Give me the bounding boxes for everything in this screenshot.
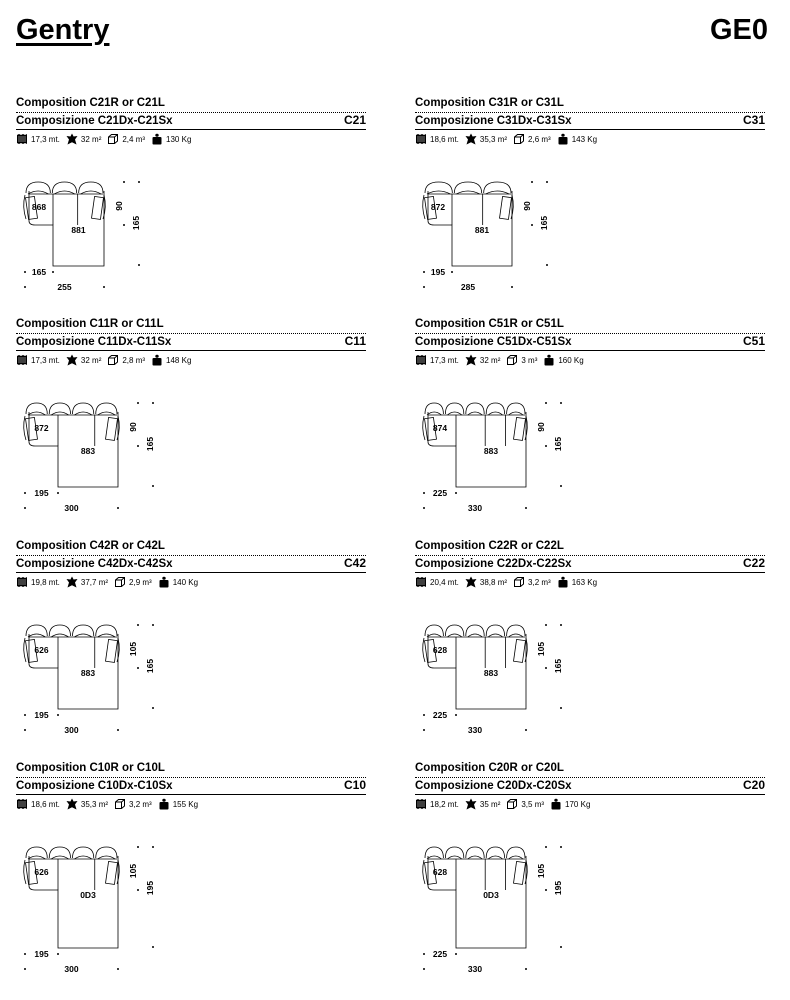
composition-subtitle: Composizione C10Dx-C10Sx: [16, 780, 173, 792]
dotted-divider: [16, 777, 366, 778]
spec-length: 20,4 mt.: [430, 577, 459, 587]
composition-code: C51: [742, 334, 765, 348]
dimension-depth-total: 165: [553, 436, 563, 452]
dimension-width-chaise: 225: [432, 488, 448, 498]
seat-module-code-chaise: 881: [71, 225, 86, 235]
spec-volume: 3,2 m³: [129, 799, 152, 809]
sofa-outline: [24, 847, 120, 948]
dimension-width-total: 285: [460, 282, 476, 292]
volume-box-icon: [114, 576, 126, 588]
dimension-depth-back: 90: [522, 201, 532, 211]
seat-module-code-chaise: 0D3: [80, 890, 96, 900]
fabric-length-icon: [415, 576, 427, 588]
weight-icon: [543, 354, 555, 366]
dimension-depth-back: 90: [114, 201, 124, 211]
dimension-depth-total: 195: [553, 880, 563, 896]
weight-icon: [550, 798, 562, 810]
dimension-depth-back: 105: [128, 863, 138, 879]
dimension-depth-total: 165: [145, 436, 155, 452]
volume-box-icon: [114, 798, 126, 810]
weight-icon: [151, 354, 163, 366]
composition-title: Composition C20R or C20L: [415, 762, 564, 774]
fabric-length-icon: [16, 354, 28, 366]
specs-row: [415, 354, 590, 366]
dimension-depth-total: 165: [553, 658, 563, 674]
dimension-depth-back: 90: [536, 422, 546, 432]
spec-volume: 2,9 m³: [129, 577, 152, 587]
composition-card: [16, 540, 367, 750]
seat-module-code-chaise: 881: [474, 225, 490, 235]
dimension-width-total: 300: [64, 503, 79, 513]
composition-code: C10: [343, 778, 366, 792]
composition-subtitle: Composizione C42Dx-C42Sx: [16, 558, 173, 570]
dimension-width-total: 255: [57, 282, 72, 292]
sofa-plan-diagram: [16, 366, 366, 534]
spec-weight: 143 Kg: [571, 134, 598, 144]
dimension-width-chaise: 195: [34, 710, 49, 720]
sofa-outline: [423, 182, 514, 266]
composition-subtitle: Composizione C11Dx-C11Sx: [16, 336, 172, 348]
specs-row: [415, 798, 596, 810]
dimension-depth-back: 90: [128, 422, 138, 432]
composition-title: Composition C10R or C10L: [16, 762, 165, 774]
composition-subtitle: Composizione C20Dx-C20Sx: [415, 780, 572, 792]
leather-area-icon: [66, 354, 78, 366]
spec-length: 19,8 mt.: [31, 577, 60, 587]
spec-weight: 170 Kg: [565, 799, 591, 809]
spec-weight: 155 Kg: [172, 799, 199, 809]
leather-area-icon: [465, 576, 477, 588]
dotted-divider: [415, 112, 765, 113]
specs-row: [16, 576, 204, 588]
seat-module-code-left: 628: [432, 867, 448, 877]
dimension-width-chaise: 165: [31, 267, 47, 277]
composition-code: C11: [344, 334, 366, 348]
dotted-divider: [415, 333, 765, 334]
seat-module-code-left: 872: [430, 202, 446, 212]
solid-divider: [16, 794, 366, 795]
weight-icon: [158, 576, 170, 588]
fabric-length-icon: [16, 798, 28, 810]
composition-card: [415, 97, 766, 307]
fabric-length-icon: [415, 133, 427, 145]
dimension-depth-back: 105: [536, 863, 546, 879]
composition-card: [16, 318, 367, 528]
volume-box-icon: [513, 133, 525, 145]
fabric-length-icon: [415, 798, 427, 810]
sofa-plan-diagram: [415, 145, 765, 313]
solid-divider: [415, 350, 765, 351]
dimension-depth-back: 105: [128, 641, 138, 657]
leather-area-icon: [66, 798, 78, 810]
solid-divider: [16, 129, 366, 130]
dotted-divider: [415, 777, 765, 778]
volume-box-icon: [506, 354, 518, 366]
dimension-width-chaise: 195: [430, 267, 446, 277]
dimension-width-total: 330: [467, 503, 483, 513]
spec-weight: 160 Kg: [558, 355, 584, 365]
seat-module-code-left: 626: [34, 645, 49, 655]
composition-code: C21: [343, 113, 366, 127]
volume-box-icon: [513, 576, 525, 588]
spec-area: 32 m²: [80, 134, 102, 144]
composition-card: [415, 540, 766, 750]
composition-card: [16, 762, 367, 972]
spec-length: 17,3 mt.: [430, 355, 459, 365]
sofa-outline: [24, 625, 120, 709]
composition-title: Composition C11R or C11L: [16, 318, 164, 330]
spec-length: 17,3 mt.: [31, 355, 60, 365]
spec-weight: 140 Kg: [172, 577, 199, 587]
spec-area: 35,3 m²: [479, 134, 508, 144]
weight-icon: [151, 133, 163, 145]
composition-subtitle: Composizione C51Dx-C51Sx: [415, 336, 572, 348]
dotted-divider: [16, 333, 366, 334]
seat-module-code-chaise: 883: [80, 446, 96, 456]
solid-divider: [415, 794, 765, 795]
spec-area: 35,3 m²: [80, 799, 109, 809]
composition-code: C31: [742, 113, 765, 127]
spec-volume: 2,6 m³: [528, 134, 551, 144]
composition-card: [415, 762, 766, 972]
solid-divider: [415, 129, 765, 130]
dimension-depth-back: 105: [536, 641, 546, 657]
solid-divider: [16, 572, 366, 573]
specs-row: [16, 354, 197, 366]
composition-title: Composition C42R or C42L: [16, 540, 165, 552]
dimension-depth-total: 165: [539, 215, 549, 231]
sofa-plan-diagram: [415, 366, 765, 534]
leather-area-icon: [465, 798, 477, 810]
spec-weight: 130 Kg: [166, 134, 192, 144]
spec-length: 17,3 mt.: [31, 134, 60, 144]
sofa-plan-diagram: [16, 810, 366, 978]
weight-icon: [557, 576, 569, 588]
spec-volume: 2,4 m³: [122, 134, 146, 144]
spec-volume: 3 m³: [521, 355, 538, 365]
sofa-outline: [24, 182, 106, 266]
dimension-width-chaise: 225: [432, 710, 448, 720]
dimension-width-total: 330: [467, 964, 483, 974]
dimension-width-total: 300: [64, 725, 79, 735]
dimension-width-total: 300: [64, 964, 79, 974]
volume-box-icon: [107, 354, 119, 366]
page-code: GE0: [709, 14, 768, 46]
composition-code: C20: [742, 778, 765, 792]
sofa-outline: [423, 625, 528, 709]
composition-title: Composition C51R or C51L: [415, 318, 564, 330]
dimension-width-chaise: 195: [34, 949, 49, 959]
composition-code: C22: [742, 556, 765, 570]
spec-volume: 2,8 m³: [122, 355, 146, 365]
seat-module-code-left: 872: [34, 423, 49, 433]
spec-area: 35 m²: [479, 799, 501, 809]
volume-box-icon: [506, 798, 518, 810]
spec-volume: 3,2 m³: [528, 577, 551, 587]
spec-weight: 163 Kg: [571, 577, 598, 587]
seat-module-code-left: 868: [31, 202, 47, 212]
spec-area: 38,8 m²: [479, 577, 508, 587]
sofa-plan-diagram: [415, 588, 765, 756]
sofa-plan-diagram: [16, 145, 366, 313]
solid-divider: [16, 350, 366, 351]
solid-divider: [415, 572, 765, 573]
sofa-outline: [423, 847, 528, 948]
sofa-plan-diagram: [16, 588, 366, 756]
seat-module-code-chaise: 0D3: [483, 890, 499, 900]
spec-volume: 3,5 m³: [521, 799, 545, 809]
weight-icon: [557, 133, 569, 145]
specs-row: [16, 798, 204, 810]
leather-area-icon: [465, 133, 477, 145]
weight-icon: [158, 798, 170, 810]
sofa-plan-diagram: [415, 810, 765, 978]
composition-subtitle: Composizione C31Dx-C31Sx: [415, 115, 572, 127]
dotted-divider: [415, 555, 765, 556]
dimension-depth-total: 165: [145, 658, 155, 674]
specs-row: [16, 133, 197, 145]
specs-row: [415, 576, 603, 588]
spec-length: 18,2 mt.: [430, 799, 459, 809]
sofa-outline: [24, 403, 120, 487]
volume-box-icon: [107, 133, 119, 145]
seat-module-code-chaise: 883: [483, 668, 499, 678]
page-title: Gentry: [16, 14, 110, 46]
composition-subtitle: Composizione C22Dx-C22Sx: [415, 558, 572, 570]
dotted-divider: [16, 112, 366, 113]
spec-length: 18,6 mt.: [430, 134, 459, 144]
seat-module-code-chaise: 883: [80, 668, 96, 678]
dimension-depth-total: 165: [131, 215, 141, 231]
composition-card: [16, 97, 367, 307]
composition-title: Composition C21R or C21L: [16, 97, 165, 109]
leather-area-icon: [66, 133, 78, 145]
dimension-width-chaise: 195: [34, 488, 49, 498]
fabric-length-icon: [16, 576, 28, 588]
spec-area: 32 m²: [80, 355, 102, 365]
sofa-outline: [423, 403, 528, 487]
dimension-width-total: 330: [467, 725, 483, 735]
composition-code: C42: [343, 556, 366, 570]
leather-area-icon: [465, 354, 477, 366]
seat-module-code-chaise: 883: [483, 446, 499, 456]
spec-weight: 148 Kg: [166, 355, 192, 365]
fabric-length-icon: [415, 354, 427, 366]
composition-title: Composition C31R or C31L: [415, 97, 564, 109]
specs-row: [415, 133, 603, 145]
composition-subtitle: Composizione C21Dx-C21Sx: [16, 115, 173, 127]
fabric-length-icon: [16, 133, 28, 145]
spec-area: 32 m²: [479, 355, 501, 365]
dotted-divider: [16, 555, 366, 556]
dimension-width-chaise: 225: [432, 949, 448, 959]
composition-card: [415, 318, 766, 528]
spec-length: 18,6 mt.: [31, 799, 60, 809]
dimension-depth-total: 195: [145, 880, 155, 896]
leather-area-icon: [66, 576, 78, 588]
spec-area: 37,7 m²: [80, 577, 109, 587]
composition-title: Composition C22R or C22L: [415, 540, 564, 552]
seat-module-code-left: 626: [34, 867, 49, 877]
seat-module-code-left: 874: [432, 423, 448, 433]
seat-module-code-left: 628: [432, 645, 448, 655]
